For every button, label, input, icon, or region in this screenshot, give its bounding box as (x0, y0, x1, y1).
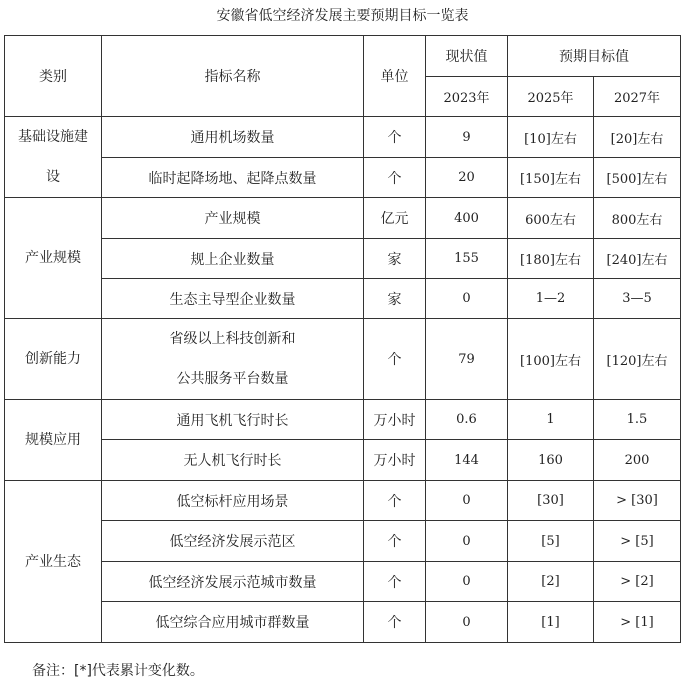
value-2027: 1.5 (594, 400, 681, 440)
table-body (5, 117, 681, 643)
unit-cell: 家 (364, 279, 426, 319)
value-2023: 0 (426, 602, 508, 643)
category-label: 创新能力 (25, 351, 81, 367)
value-2023: 79 (426, 319, 508, 400)
indicator-name: 低空综合应用城市群数量 (102, 602, 364, 643)
value-2027: 800左右 (594, 198, 681, 239)
category-cell (5, 400, 102, 481)
unit-cell: 个 (364, 158, 426, 198)
value-2027: [120]左右 (594, 319, 681, 400)
value-2025: [10]左右 (508, 117, 594, 158)
header-year-2027: 2027年 (594, 77, 681, 117)
value-2025: [5] (508, 521, 594, 562)
unit-cell: 家 (364, 239, 426, 279)
value-2023: 0 (426, 279, 508, 319)
indicator-name: 通用机场数量 (102, 117, 364, 158)
value-2023: 155 (426, 239, 508, 279)
category-label: 产业生态 (25, 553, 81, 570)
value-2027: > [5] (594, 521, 681, 562)
category-label: 规模应用 (25, 432, 81, 448)
category-cell (5, 117, 102, 198)
table-row (5, 602, 681, 643)
value-2023: 0.6 (426, 400, 508, 440)
unit-cell: 个 (364, 481, 426, 521)
value-2027: [240]左右 (594, 239, 681, 279)
unit-cell: 个 (364, 117, 426, 158)
table-row (5, 562, 681, 602)
value-2025: [180]左右 (508, 239, 594, 279)
value-2023: 0 (426, 521, 508, 562)
indicator-name: 低空经济发展示范区 (102, 521, 364, 562)
value-2025: [150]左右 (508, 158, 594, 198)
unit-cell: 万小时 (364, 440, 426, 481)
header-unit: 单位 (364, 36, 426, 117)
value-2025: [1] (508, 602, 594, 643)
value-2023: 0 (426, 562, 508, 602)
value-2023: 20 (426, 158, 508, 198)
value-2027: 200 (594, 440, 681, 481)
value-2023: 0 (426, 481, 508, 521)
value-2027: > [2] (594, 562, 681, 602)
value-2027: [20]左右 (594, 117, 681, 158)
value-2027: > [1] (594, 602, 681, 643)
indicator-name: 产业规模 (102, 198, 364, 239)
targets-table (4, 35, 681, 643)
category-cell (5, 198, 102, 319)
table-row (5, 279, 681, 319)
value-2025: 600左右 (508, 198, 594, 239)
header-category: 类别 (5, 36, 102, 117)
indicator-name: 通用飞机飞行时长 (102, 400, 364, 440)
value-2025: 1 (508, 400, 594, 440)
table-row (5, 239, 681, 279)
indicator-name (102, 319, 364, 400)
table-row (5, 198, 681, 239)
header-target: 预期目标值 (508, 36, 681, 77)
footnote: 备注：[*]代表累计变化数。 (32, 663, 204, 679)
unit-cell: 个 (364, 319, 426, 400)
value-2025: [100]左右 (508, 319, 594, 400)
category-cell (5, 319, 102, 400)
indicator-name-line: 公共服务平台数量 (176, 371, 289, 387)
category-label: 设 (46, 169, 60, 185)
unit-cell: 个 (364, 521, 426, 562)
value-2025: [30] (508, 481, 594, 521)
indicator-name: 规上企业数量 (102, 239, 364, 279)
unit-cell: 亿元 (364, 198, 426, 239)
table-row (5, 440, 681, 481)
value-2027: > [30] (594, 481, 681, 521)
table-row (5, 117, 681, 158)
header-year-2023: 2023年 (426, 77, 508, 117)
unit-cell: 个 (364, 602, 426, 643)
table-title: 安徽省低空经济发展主要预期目标一览表 (216, 8, 469, 24)
indicator-name: 无人机飞行时长 (102, 440, 364, 481)
table-row (5, 400, 681, 440)
table-row (5, 319, 681, 400)
unit-cell: 万小时 (364, 400, 426, 440)
indicator-name: 低空标杆应用场景 (102, 481, 364, 521)
table-row (5, 158, 681, 198)
value-2023: 144 (426, 440, 508, 481)
category-label: 基础设施建 (18, 129, 88, 145)
value-2025: 160 (508, 440, 594, 481)
category-label: 产业规模 (25, 250, 81, 266)
unit-cell: 个 (364, 562, 426, 602)
header-year-2025: 2025年 (508, 77, 594, 117)
category-cell (5, 481, 102, 643)
value-2025: [2] (508, 562, 594, 602)
value-2025: 1—2 (508, 279, 594, 319)
value-2027: 3—5 (594, 279, 681, 319)
value-2027: [500]左右 (594, 158, 681, 198)
indicator-name: 生态主导型企业数量 (102, 279, 364, 319)
table-row (5, 521, 681, 562)
indicator-name: 低空经济发展示范城市数量 (102, 562, 364, 602)
table-row (5, 481, 681, 521)
value-2023: 400 (426, 198, 508, 239)
indicator-name: 临时起降场地、起降点数量 (102, 158, 364, 198)
indicator-name-line: 省级以上科技创新和 (169, 331, 296, 347)
header-current: 现状值 (426, 36, 508, 77)
value-2023: 9 (426, 117, 508, 158)
header-indicator: 指标名称 (102, 36, 364, 117)
